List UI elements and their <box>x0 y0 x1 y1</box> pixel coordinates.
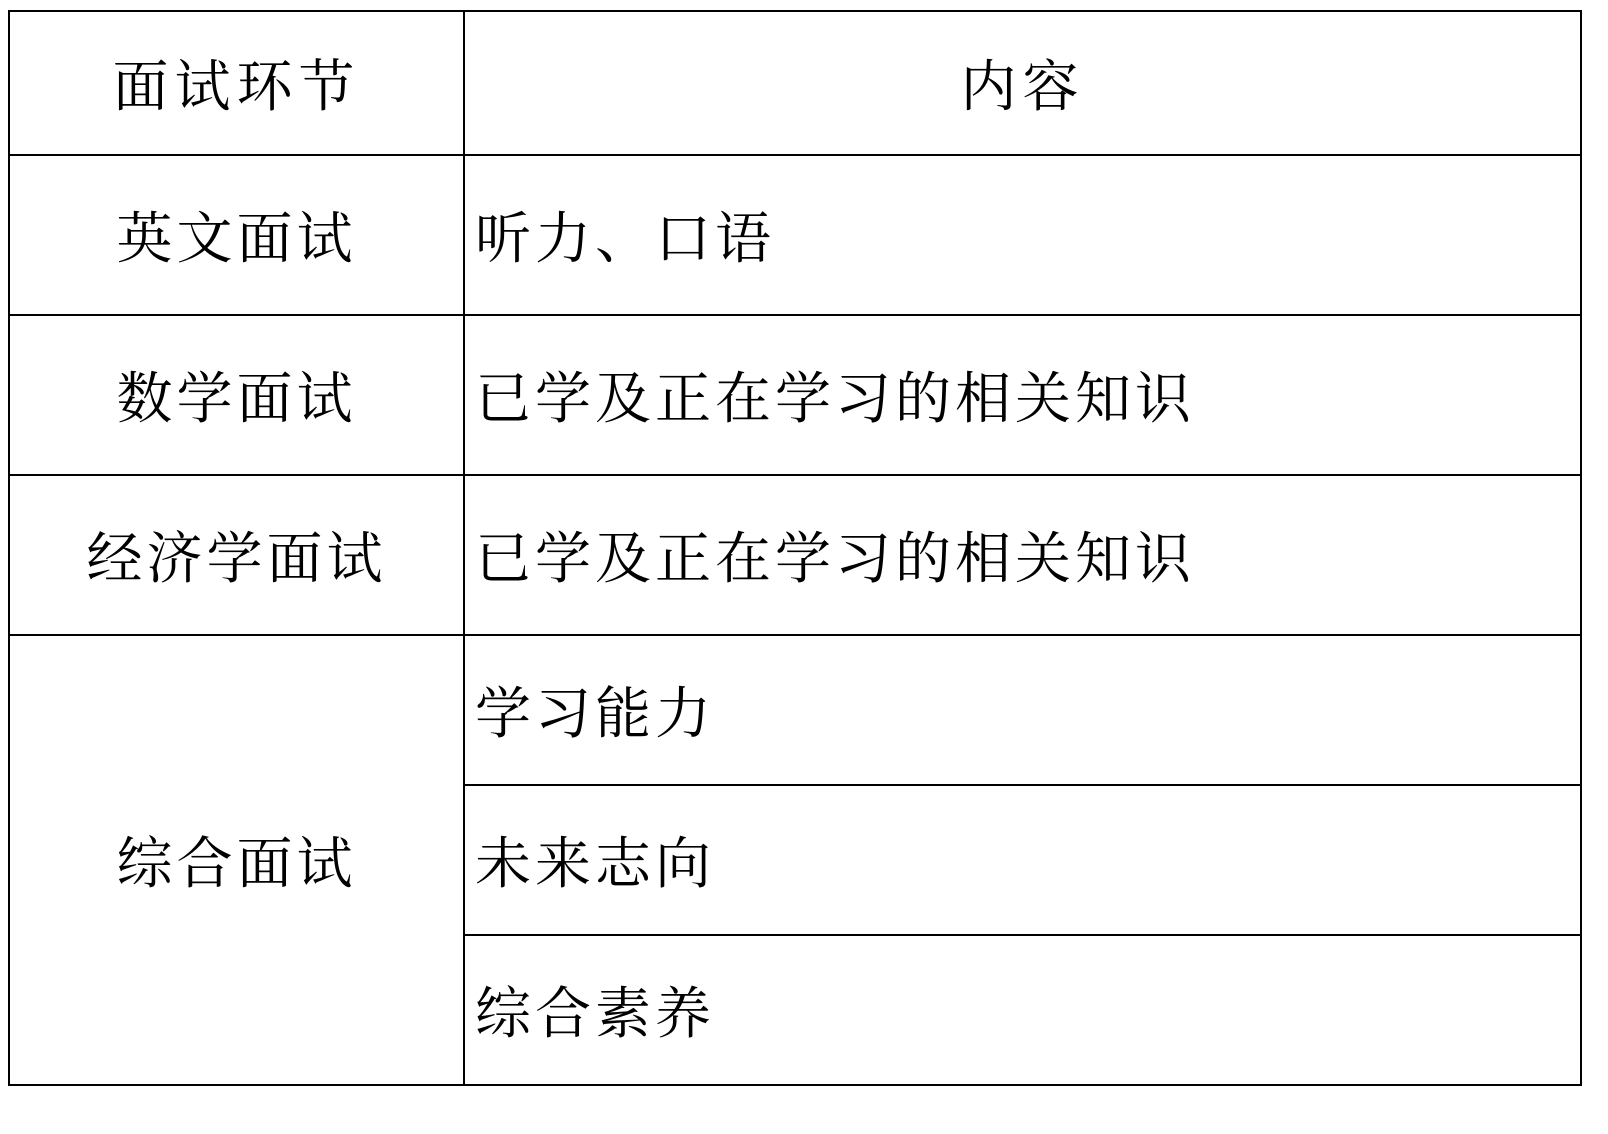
stage-cell: 经济学面试 <box>9 475 464 635</box>
table-row <box>9 315 1581 475</box>
content-cell: 已学及正在学习的相关知识 <box>464 315 1581 475</box>
stage-cell: 英文面试 <box>9 155 464 315</box>
interview-table <box>8 10 1582 1086</box>
content-cell: 综合素养 <box>464 935 1581 1085</box>
table-header-row <box>9 11 1581 155</box>
content-cell: 学习能力 <box>464 635 1581 785</box>
table-row <box>9 155 1581 315</box>
content-cell: 听力、口语 <box>464 155 1581 315</box>
column-header-stage: 面试环节 <box>9 11 464 155</box>
table-row <box>9 635 1581 785</box>
column-header-content: 内容 <box>464 11 1581 155</box>
table-row <box>9 475 1581 635</box>
content-cell: 未来志向 <box>464 785 1581 935</box>
stage-cell-merged: 综合面试 <box>9 635 464 1085</box>
content-cell: 已学及正在学习的相关知识 <box>464 475 1581 635</box>
stage-cell: 数学面试 <box>9 315 464 475</box>
